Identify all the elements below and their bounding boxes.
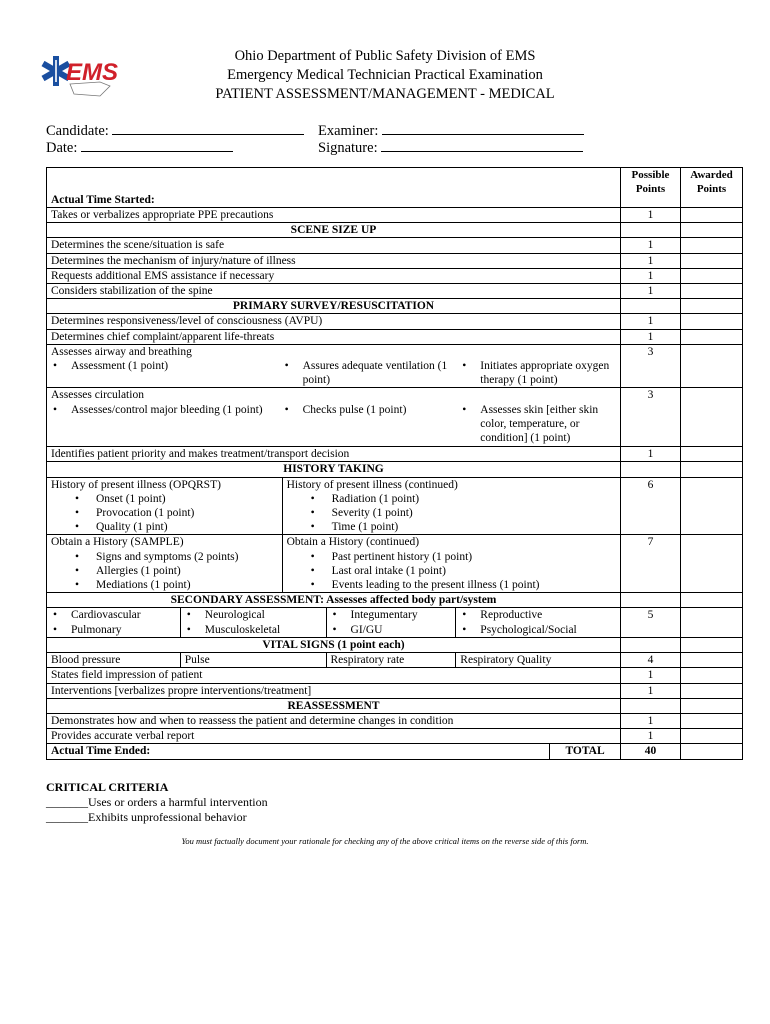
section-scene: SCENE SIZE UP: [47, 223, 621, 238]
documentation-note: You must factually document your rationale for checking any of the above critical items on the reverse side of this form.: [181, 836, 589, 846]
awarded-cell[interactable]: [681, 608, 743, 637]
table-row: [47, 168, 743, 208]
total-points: 40: [621, 744, 681, 759]
critical-criteria: [46, 780, 268, 825]
ems-logo: [40, 50, 140, 100]
awarded-cell[interactable]: [681, 238, 743, 253]
table-row: Considers stabilization of the spine 1: [47, 284, 743, 299]
critical-item-unprofessional[interactable]: _______Exhibits unprofessional behavior: [46, 810, 247, 824]
table-row: Requests additional EMS assistance if necessary 1: [47, 268, 743, 283]
table-row: [47, 223, 743, 238]
table-row: [47, 593, 743, 608]
awarded-cell[interactable]: [681, 268, 743, 283]
awarded-total-cell[interactable]: [681, 744, 743, 759]
awarded-cell[interactable]: [681, 668, 743, 683]
table-row: [47, 698, 743, 713]
table-row: [47, 299, 743, 314]
total-label: TOTAL: [565, 745, 605, 758]
table-row: Provides accurate verbal report 1: [47, 729, 743, 744]
signature-input[interactable]: [381, 137, 583, 152]
examiner-input[interactable]: [382, 120, 584, 135]
logo-text: EMS: [66, 59, 119, 86]
awarded-cell[interactable]: [681, 253, 743, 268]
candidate-label: Candidate:: [46, 123, 109, 139]
awarded-cell[interactable]: [681, 388, 743, 447]
possible-points-header: Possible Points: [621, 168, 681, 208]
table-row: Assesses circulation • Assesses/control major bleeding (1 point) • Checks pulse (1 point) • Assesses skin [either skin color, temperature, or condition] (1 point) 3: [47, 388, 743, 447]
critical-title: CRITICAL CRITERIA: [46, 780, 169, 794]
awarded-cell[interactable]: [681, 284, 743, 299]
table-row: • Cardiovascular • Pulmonary • Neurological • Musculoskeletal • Integumentary • GI/GU • Reproductive • Psychological/Social 5: [47, 608, 743, 637]
date-label: Date:: [46, 140, 78, 156]
awarded-cell[interactable]: [681, 329, 743, 344]
section-secondary: SECONDARY ASSESSMENT: Assesses affected body part/system: [47, 593, 621, 608]
table-row: States field impression of patient 1: [47, 668, 743, 683]
awarded-cell[interactable]: [681, 683, 743, 698]
awarded-cell[interactable]: [681, 447, 743, 462]
candidate-input[interactable]: [112, 120, 304, 135]
table-row: [47, 744, 743, 759]
signature-label: Signature:: [318, 140, 378, 156]
form-header: [150, 47, 620, 104]
awarded-cell[interactable]: [681, 344, 743, 388]
awarded-cell[interactable]: [681, 477, 743, 535]
table-row: Takes or verbalizes appropriate PPE precautions 1: [47, 208, 743, 223]
table-row: Interventions [verbalizes propre interventions/treatment] 1: [47, 683, 743, 698]
table-row: Obtain a History (SAMPLE) • Signs and symptoms (2 points) • Allergies (1 point) • Mediations (1 point) Obtain a History (continued) • Past pertinent history (1 point) • Last oral intake (1 point) • Events leading to the present illness (1 point) 7: [47, 535, 743, 593]
date-field: [46, 137, 233, 157]
section-reassessment: REASSESSMENT: [47, 698, 621, 713]
section-primary: PRIMARY SURVEY/RESUSCITATION: [47, 299, 621, 314]
table-row: Identifies patient priority and makes treatment/transport decision 1: [47, 447, 743, 462]
table-row: Determines the scene/situation is safe 1: [47, 238, 743, 253]
assessment-table: [46, 167, 743, 760]
awarded-points-header: Awarded Points: [681, 168, 743, 208]
table-row: History of present illness (OPQRST) • Onset (1 point) • Provocation (1 point) • Quality (1 pint) History of present illness (continued) • Radiation (1 point) • Severity (1 point) • Time (1 point) 6: [47, 477, 743, 535]
awarded-cell[interactable]: [681, 314, 743, 329]
header-line-2: Emergency Medical Technician Practical Examination: [227, 67, 543, 83]
awarded-cell[interactable]: [681, 535, 743, 593]
table-row: [47, 637, 743, 652]
awarded-cell[interactable]: [681, 653, 743, 668]
header-line-3: PATIENT ASSESSMENT/MANAGEMENT - MEDICAL: [215, 86, 555, 102]
date-input[interactable]: [81, 137, 233, 152]
table-row: Determines the mechanism of injury/nature of illness 1: [47, 253, 743, 268]
actual-time-ended: Actual Time Ended:: [47, 744, 550, 758]
table-row: [47, 462, 743, 477]
awarded-cell[interactable]: [681, 729, 743, 744]
examiner-label: Examiner:: [318, 123, 379, 139]
table-row: Demonstrates how and when to reassess the patient and determine changes in condition 1: [47, 713, 743, 728]
table-row: Blood pressure Pulse Respiratory rate Respiratory Quality 4: [47, 653, 743, 668]
table-row: Determines chief complaint/apparent life-threats 1: [47, 329, 743, 344]
header-line-1: Ohio Department of Public Safety Division of EMS: [234, 48, 536, 64]
section-history: HISTORY TAKING: [47, 462, 621, 477]
table-row: Determines responsiveness/level of consciousness (AVPU) 1: [47, 314, 743, 329]
signature-field: [318, 137, 583, 157]
awarded-cell[interactable]: [681, 208, 743, 223]
ppe-item: Takes or verbalizes appropriate PPE precautions: [47, 208, 621, 223]
table-row: Assesses airway and breathing • Assessment (1 point) • Assures adequate ventilation (1 point) • Initiates appropriate oxygen therapy (1 point) 3: [47, 344, 743, 388]
critical-item-harmful[interactable]: _______Uses or orders a harmful intervention: [46, 795, 268, 809]
awarded-cell[interactable]: [681, 713, 743, 728]
actual-time-started: Actual Time Started:: [51, 193, 155, 206]
section-vitals: VITAL SIGNS (1 point each): [47, 637, 621, 652]
